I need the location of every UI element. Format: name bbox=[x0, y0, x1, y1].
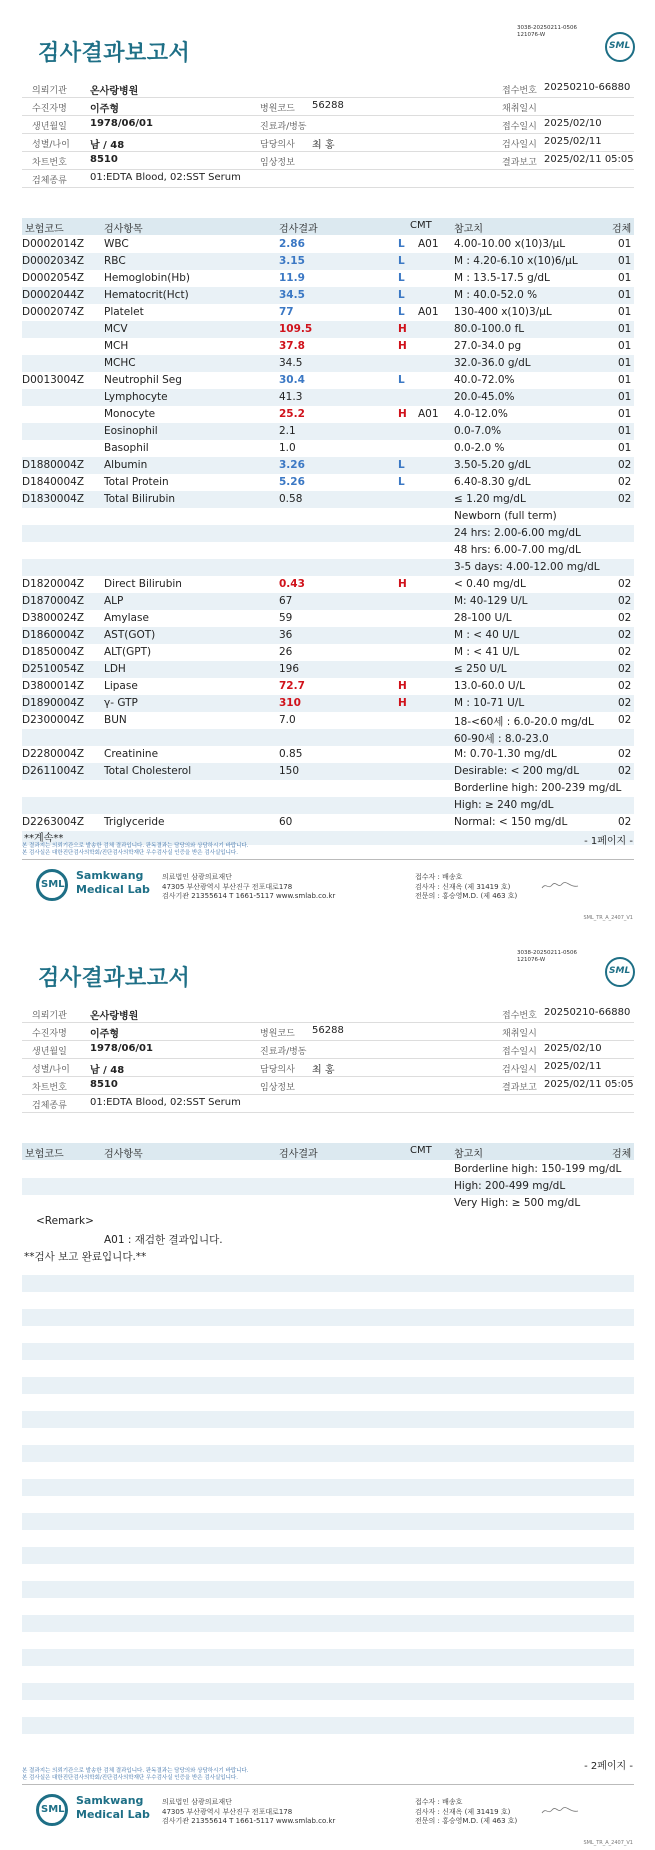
result-flag: L bbox=[398, 374, 405, 386]
table-row bbox=[22, 763, 634, 780]
specimen-code: 02 bbox=[618, 748, 632, 760]
test-result: 72.7 bbox=[279, 680, 305, 692]
specimen-code: 01 bbox=[618, 306, 632, 318]
footnote: 본 결과지는 의뢰기관으로 발송한 검체 결과입니다. 판독결과는 담당의와 상담하시기 바랍니다. 본 검사실은 대한진단검사의학회/진단검사의학재단 우수검사실 인증을 받은 검사실입니다. bbox=[22, 1768, 249, 1781]
reference-range: 40.0-72.0% bbox=[454, 374, 515, 386]
result-flag: L bbox=[398, 306, 405, 318]
table-row bbox=[22, 372, 634, 389]
empty-row bbox=[22, 1649, 634, 1666]
table-row bbox=[22, 508, 634, 525]
chart-number: 8510 bbox=[90, 154, 118, 165]
reference-range: 20.0-45.0% bbox=[454, 391, 515, 403]
document-id: 3038-20250211-0506 121076-W bbox=[517, 950, 577, 963]
test-name: LDH bbox=[104, 663, 126, 675]
reference-range: 28-100 U/L bbox=[454, 612, 512, 624]
test-result: 26 bbox=[279, 646, 293, 658]
specimen-code: 02 bbox=[618, 459, 632, 471]
test-name: Total Bilirubin bbox=[104, 493, 176, 505]
table-row bbox=[22, 423, 634, 440]
reference-range: M : 13.5-17.5 g/dL bbox=[454, 272, 550, 284]
form-id: SML_TR_A_2407_V1 bbox=[583, 915, 633, 921]
reference-range: M : 4.20-6.10 x(10)6/μL bbox=[454, 255, 578, 267]
patient-name: 이주형 bbox=[90, 104, 119, 115]
test-code: D2510054Z bbox=[22, 663, 85, 675]
specimen-code: 02 bbox=[618, 765, 632, 777]
result-flag: L bbox=[398, 289, 405, 301]
test-result: 310 bbox=[279, 697, 301, 709]
specimen-code: 02 bbox=[618, 697, 632, 709]
test-name: Hemoglobin(Hb) bbox=[104, 272, 191, 284]
lab-address: 의료법인 삼광의료재단 47305 부산광역시 부산진구 전포대로178 검사기관 21355614 T 1661-5117 www.smlab.co.kr bbox=[162, 873, 336, 900]
remark-line: A01 : 재검한 결과입니다. bbox=[104, 1234, 223, 1246]
result-flag: L bbox=[398, 459, 405, 471]
test-code: D0013004Z bbox=[22, 374, 85, 386]
test-result: 25.2 bbox=[279, 408, 305, 420]
page-number-1: - 1페이지 - bbox=[584, 836, 633, 847]
test-result: 30.4 bbox=[279, 374, 305, 386]
table-row bbox=[22, 236, 634, 253]
remark-title: <Remark> bbox=[36, 1215, 94, 1227]
test-name: Lymphocyte bbox=[104, 391, 168, 403]
table-row bbox=[22, 321, 634, 338]
comment-code: A01 bbox=[418, 238, 439, 250]
results-table-page-2 bbox=[22, 1161, 634, 1212]
reference-range: 27.0-34.0 pg bbox=[454, 340, 522, 352]
specimen-code: 02 bbox=[618, 493, 632, 505]
empty-row bbox=[22, 1445, 634, 1462]
samkwang-logo: SML Samkwang Medical Lab bbox=[36, 1790, 154, 1830]
specimen-code: 02 bbox=[618, 680, 632, 692]
specimen-code: 01 bbox=[618, 289, 632, 301]
sml-logo: SML bbox=[605, 32, 635, 62]
reference-range: ≤ 250 U/L bbox=[454, 663, 507, 675]
specimen-code: 02 bbox=[618, 595, 632, 607]
signature-image bbox=[540, 880, 580, 892]
table-row bbox=[22, 1178, 634, 1195]
test-result: 77 bbox=[279, 306, 294, 318]
specimen-code: 01 bbox=[618, 238, 632, 250]
test-result: 196 bbox=[279, 663, 300, 675]
result-flag: H bbox=[398, 697, 407, 709]
empty-row bbox=[22, 1377, 634, 1394]
specimen-code: 01 bbox=[618, 442, 632, 454]
test-code: D3800024Z bbox=[22, 612, 85, 624]
reference-range: Newborn (full term) bbox=[454, 510, 557, 522]
table-row bbox=[22, 678, 634, 695]
table-row bbox=[22, 389, 634, 406]
test-code: D1830004Z bbox=[22, 493, 85, 505]
specimen-code: 02 bbox=[618, 663, 632, 675]
specimen-code: 01 bbox=[618, 408, 632, 420]
page-title: 검사결과보고서 bbox=[38, 966, 191, 991]
test-name: ALT(GPT) bbox=[104, 646, 152, 658]
specimen-code: 02 bbox=[618, 629, 632, 641]
specimen-code: 01 bbox=[618, 272, 632, 284]
results-table-header: 보험코드 검사항목 검사결과 CMT 참고치 검체 bbox=[22, 1143, 634, 1160]
reference-range: 3-5 days: 4.00-12.00 mg/dL bbox=[454, 561, 600, 573]
table-row bbox=[22, 1161, 634, 1178]
samkwang-logo: SML Samkwang Medical Lab bbox=[36, 865, 154, 905]
test-result: 36 bbox=[279, 629, 293, 641]
specimen-code: 01 bbox=[618, 391, 632, 403]
empty-row bbox=[22, 1513, 634, 1530]
birth-date: 1978/06/01 bbox=[90, 118, 153, 129]
specimen-code: 01 bbox=[618, 340, 632, 352]
test-code: D0002074Z bbox=[22, 306, 85, 318]
table-row bbox=[22, 253, 634, 270]
test-result: 59 bbox=[279, 612, 293, 624]
test-name: Monocyte bbox=[104, 408, 156, 420]
test-name: MCH bbox=[104, 340, 129, 352]
table-row bbox=[22, 797, 634, 814]
specimen-code: 01 bbox=[618, 425, 632, 437]
empty-row bbox=[22, 1683, 634, 1700]
table-row bbox=[22, 474, 634, 491]
reference-range: 48 hrs: 6.00-7.00 mg/dL bbox=[454, 544, 581, 556]
empty-row bbox=[22, 1717, 634, 1734]
test-result: 67 bbox=[279, 595, 293, 607]
test-name: RBC bbox=[104, 255, 126, 267]
results-table-page-1 bbox=[22, 236, 634, 831]
reference-range: 24 hrs: 2.00-6.00 mg/dL bbox=[454, 527, 581, 539]
empty-row bbox=[22, 1581, 634, 1598]
specimen-code: 02 bbox=[618, 646, 632, 658]
reference-range: Desirable: < 200 mg/dL bbox=[454, 765, 580, 777]
reference-range: 0.0-2.0 % bbox=[454, 442, 505, 454]
test-result: 2.86 bbox=[279, 238, 305, 250]
specimen-code: 01 bbox=[618, 323, 632, 335]
lab-address: 의료법인 삼광의료재단 47305 부산광역시 부산진구 전포대로178 검사기관 21355614 T 1661-5117 www.smlab.co.kr bbox=[162, 1798, 336, 1825]
table-row bbox=[22, 491, 634, 508]
specimen-code: 01 bbox=[618, 374, 632, 386]
reference-range: < 0.40 mg/dL bbox=[454, 578, 526, 590]
specimen-code: 02 bbox=[618, 612, 632, 624]
page-number-2: - 2페이지 - bbox=[584, 1761, 633, 1772]
specimen-types: 01:EDTA Blood, 02:SST Serum bbox=[90, 172, 241, 183]
reference-range: 130-400 x(10)3/μL bbox=[454, 306, 552, 318]
table-row bbox=[22, 746, 634, 763]
test-name: BUN bbox=[104, 714, 127, 726]
test-result: 0.85 bbox=[279, 748, 303, 760]
result-flag: H bbox=[398, 408, 407, 420]
test-name: Basophil bbox=[104, 442, 149, 454]
reference-range: 60-90세 : 8.0-23.0 bbox=[454, 733, 549, 745]
table-row bbox=[22, 814, 634, 831]
reference-range: M : 10-71 U/L bbox=[454, 697, 525, 709]
signature-image bbox=[540, 1805, 580, 1817]
test-date: 2025/02/11 bbox=[544, 136, 602, 147]
report-page-2 bbox=[0, 925, 655, 1850]
table-row bbox=[22, 440, 634, 457]
empty-row bbox=[22, 1309, 634, 1326]
sex-age: 남 / 48 bbox=[90, 140, 125, 151]
doctor-name: 최 홍 bbox=[312, 140, 335, 151]
table-row bbox=[22, 559, 634, 576]
test-code: D0002044Z bbox=[22, 289, 85, 301]
reference-range: Normal: < 150 mg/dL bbox=[454, 816, 568, 828]
empty-row bbox=[22, 1411, 634, 1428]
test-code: D2280004Z bbox=[22, 748, 85, 760]
hospital-code: 56288 bbox=[312, 100, 344, 111]
table-row bbox=[22, 270, 634, 287]
test-result: 0.43 bbox=[279, 578, 305, 590]
empty-row bbox=[22, 1479, 634, 1496]
test-result: 5.26 bbox=[279, 476, 305, 488]
comment-code: A01 bbox=[418, 408, 439, 420]
test-code: D0002014Z bbox=[22, 238, 85, 250]
report-date: 2025/02/11 05:05 bbox=[544, 154, 634, 165]
test-result: 34.5 bbox=[279, 357, 303, 369]
test-result: 1.0 bbox=[279, 442, 296, 454]
test-code: D1840004Z bbox=[22, 476, 85, 488]
table-row bbox=[22, 355, 634, 372]
reference-range: 6.40-8.30 g/dL bbox=[454, 476, 531, 488]
result-flag: L bbox=[398, 272, 405, 284]
reference-range: M : < 41 U/L bbox=[454, 646, 520, 658]
reference-range: ≤ 1.20 mg/dL bbox=[454, 493, 526, 505]
reference-range: M: 40-129 U/L bbox=[454, 595, 528, 607]
result-flag: H bbox=[398, 680, 407, 692]
reference-range: 4.00-10.00 x(10)3/μL bbox=[454, 238, 566, 250]
test-name: Neutrophil Seg bbox=[104, 374, 182, 386]
table-row bbox=[22, 780, 634, 797]
test-result: 3.15 bbox=[279, 255, 305, 267]
reference-range: M: 0.70-1.30 mg/dL bbox=[454, 748, 557, 760]
test-result: 37.8 bbox=[279, 340, 305, 352]
test-name: Creatinine bbox=[104, 748, 159, 760]
table-row bbox=[22, 661, 634, 678]
test-result: 109.5 bbox=[279, 323, 313, 335]
table-row bbox=[22, 576, 634, 593]
test-code: D2300004Z bbox=[22, 714, 85, 726]
test-name: Albumin bbox=[104, 459, 148, 471]
test-name: AST(GOT) bbox=[104, 629, 156, 641]
table-row bbox=[22, 542, 634, 559]
test-result: 11.9 bbox=[279, 272, 305, 284]
sml-logo: SML bbox=[605, 957, 635, 987]
test-code: D1880004Z bbox=[22, 459, 85, 471]
table-row bbox=[22, 338, 634, 355]
test-code: D2263004Z bbox=[22, 816, 85, 828]
reference-range: Borderline high: 200-239 mg/dL bbox=[454, 782, 622, 794]
test-result: 3.26 bbox=[279, 459, 305, 471]
result-flag: H bbox=[398, 340, 407, 352]
reference-range: M : < 40 U/L bbox=[454, 629, 520, 641]
test-name: Total Protein bbox=[104, 476, 169, 488]
test-code: D0002054Z bbox=[22, 272, 85, 284]
result-flag: L bbox=[398, 255, 405, 267]
reference-range: 0.0-7.0% bbox=[454, 425, 502, 437]
reference-range: 32.0-36.0 g/dL bbox=[454, 357, 531, 369]
reference-range: 80.0-100.0 fL bbox=[454, 323, 525, 335]
hospital-name: 온사랑병원 bbox=[90, 86, 139, 97]
test-result: 34.5 bbox=[279, 289, 305, 301]
patient-info: 의뢰기관 온사랑병원 접수번호 20250210-66880 수진자명 이주형 병원코드 56288 채취일시 생년월일 1978/06/01 진료과/병동 접수일시 2025/02/10 성별/나이 남 / 48 담당의사 최 홍 검사일시 2025/02/11 차트번호 8510 임상정보 결과보고 2025/02/11 05:05 검체종류 01:EDTA Blood, 02:SST Serum bbox=[22, 1005, 634, 1113]
table-row bbox=[22, 712, 634, 729]
test-code: D0002034Z bbox=[22, 255, 85, 267]
specimen-code: 02 bbox=[618, 816, 632, 828]
test-code: D1850004Z bbox=[22, 646, 85, 658]
test-name: Eosinophil bbox=[104, 425, 158, 437]
results-table-header: 보험코드 검사항목 검사결과 CMT 참고치 검체 bbox=[22, 218, 634, 235]
table-row bbox=[22, 304, 634, 321]
reference-range: 18-<60세 : 6.0-20.0 mg/dL bbox=[454, 716, 594, 728]
reference-range: Borderline high: 150-199 mg/dL bbox=[454, 1163, 622, 1175]
test-result: 0.58 bbox=[279, 493, 303, 505]
test-code: D1870004Z bbox=[22, 595, 85, 607]
test-name: Hematocrit(Hct) bbox=[104, 289, 189, 301]
test-name: Platelet bbox=[104, 306, 144, 318]
test-result: 41.3 bbox=[279, 391, 303, 403]
test-result: 60 bbox=[279, 816, 293, 828]
result-flag: L bbox=[398, 238, 405, 250]
reference-range: 13.0-60.0 U/L bbox=[454, 680, 525, 692]
test-name: Triglyceride bbox=[104, 816, 165, 828]
table-row bbox=[22, 644, 634, 661]
test-name: Lipase bbox=[104, 680, 138, 692]
result-flag: H bbox=[398, 578, 407, 590]
table-row bbox=[22, 406, 634, 423]
specimen-code: 01 bbox=[618, 255, 632, 267]
test-name: Total Cholesterol bbox=[104, 765, 192, 777]
specimen-code: 02 bbox=[618, 714, 632, 726]
document-id: 3038-20250211-0506 121076-W bbox=[517, 25, 577, 38]
receipt-date: 2025/02/10 bbox=[544, 118, 602, 129]
reference-range: High: 200-499 mg/dL bbox=[454, 1180, 566, 1192]
empty-row bbox=[22, 1275, 634, 1292]
test-name: Amylase bbox=[104, 612, 149, 624]
continued-note: **계속** bbox=[24, 833, 64, 844]
page-title: 검사결과보고서 bbox=[38, 41, 191, 66]
test-code: D2611004Z bbox=[22, 765, 85, 777]
result-flag: H bbox=[398, 323, 407, 335]
signers: 접수자 : 배송호 검사자 : 신재옥 (제 31419 호) 전문의 : 홍승영M.D. (제 463 호) bbox=[415, 873, 518, 900]
report-complete-note: **검사 보고 완료입니다.** bbox=[24, 1251, 147, 1263]
reference-range: High: ≥ 240 mg/dL bbox=[454, 799, 554, 811]
test-name: γ- GTP bbox=[104, 697, 138, 709]
table-row bbox=[22, 525, 634, 542]
reference-range: Very High: ≥ 500 mg/dL bbox=[454, 1197, 581, 1209]
test-name: Direct Bilirubin bbox=[104, 578, 182, 590]
reference-range: M : 40.0-52.0 % bbox=[454, 289, 538, 301]
signers: 접수자 : 배송호 검사자 : 신재옥 (제 31419 호) 전문의 : 홍승영M.D. (제 463 호) bbox=[415, 1798, 518, 1825]
test-result: 7.0 bbox=[279, 714, 296, 726]
patient-info: 의뢰기관 온사랑병원 접수번호 20250210-66880 수진자명 이주형 병원코드 56288 채취일시 생년월일 1978/06/01 진료과/병동 접수일시 2025/02/10 성별/나이 남 / 48 담당의사 최 홍 검사일시 2025/02/11 차트번호 8510 임상정보 결과보고 2025/02/11 05:05 검체종류 01:EDTA Blood, 02:SST Serum bbox=[22, 80, 634, 188]
specimen-code: 02 bbox=[618, 578, 632, 590]
specimen-code: 02 bbox=[618, 476, 632, 488]
receipt-number: 20250210-66880 bbox=[544, 82, 631, 93]
test-result: 2.1 bbox=[279, 425, 296, 437]
reference-range: 4.0-12.0% bbox=[454, 408, 508, 420]
test-code: D1860004Z bbox=[22, 629, 85, 641]
footnote: 본 결과지는 의뢰기관으로 발송한 검체 결과입니다. 판독결과는 담당의와 상담하시기 바랍니다. 본 검사실은 대한진단검사의학회/진단검사의학재단 우수검사실 인증을 받은 검사실입니다. bbox=[22, 843, 249, 856]
table-row bbox=[22, 287, 634, 304]
specimen-code: 01 bbox=[618, 357, 632, 369]
reference-range: 3.50-5.20 g/dL bbox=[454, 459, 531, 471]
table-row bbox=[22, 729, 634, 746]
result-flag: L bbox=[398, 476, 405, 488]
test-name: WBC bbox=[104, 238, 129, 250]
test-code: D3800014Z bbox=[22, 680, 85, 692]
table-row bbox=[22, 1195, 634, 1212]
test-name: MCHC bbox=[104, 357, 136, 369]
table-row bbox=[22, 457, 634, 474]
test-name: MCV bbox=[104, 323, 128, 335]
empty-row bbox=[22, 1343, 634, 1360]
test-result: 150 bbox=[279, 765, 300, 777]
test-code: D1890004Z bbox=[22, 697, 85, 709]
table-row bbox=[22, 627, 634, 644]
test-code: D1820004Z bbox=[22, 578, 85, 590]
empty-row bbox=[22, 1547, 634, 1564]
table-row bbox=[22, 593, 634, 610]
form-id: SML_TR_A_2407_V1 bbox=[583, 1840, 633, 1846]
table-row bbox=[22, 695, 634, 712]
comment-code: A01 bbox=[418, 306, 439, 318]
test-name: ALP bbox=[104, 595, 124, 607]
empty-row bbox=[22, 1615, 634, 1632]
table-row bbox=[22, 610, 634, 627]
